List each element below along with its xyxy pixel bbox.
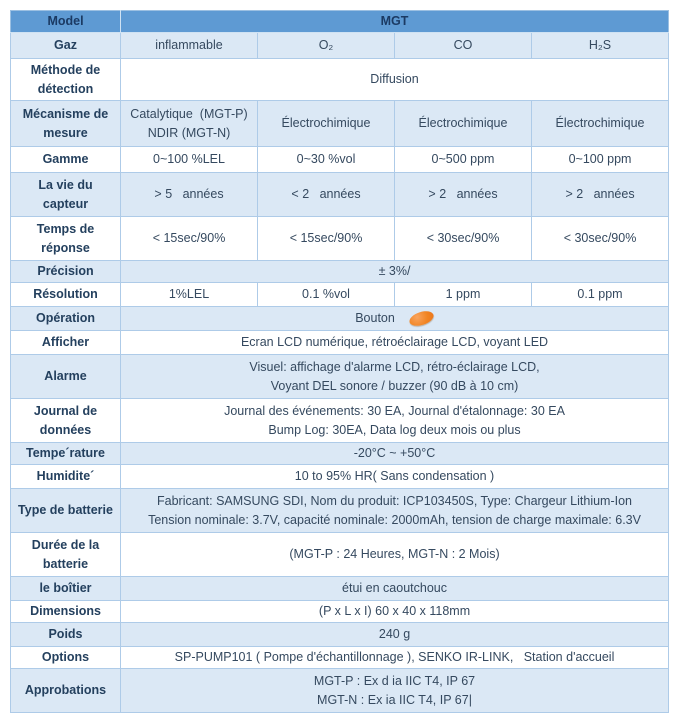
- orange-button-icon: [407, 309, 435, 329]
- cell-duree-value: (MGT-P : 24 Heures, MGT-N : 2 Mois): [121, 533, 669, 577]
- row-label: Afficher: [11, 331, 121, 355]
- row-label: Tempe´rature: [11, 443, 121, 465]
- cell-line: MGT-N : Ex ia IIC T4, IP 67|: [317, 692, 472, 707]
- row-label: Mécanisme de mesure: [11, 101, 121, 147]
- cell-vie-4: > 2 années: [532, 173, 669, 217]
- row-dimensions: [11, 601, 669, 623]
- row-label: Approbations: [11, 669, 121, 713]
- row-type-batterie: [11, 489, 669, 533]
- cell-methode-value: Diffusion: [121, 59, 669, 101]
- cell-approbations-value: [121, 669, 669, 713]
- row-label: Gamme: [11, 147, 121, 173]
- cell-temps-1: < 15sec/90%: [121, 217, 258, 261]
- cell-temps-2: < 15sec/90%: [258, 217, 395, 261]
- cell-batterie-value: [121, 489, 669, 533]
- row-label: Alarme: [11, 355, 121, 399]
- cell-line: Tension nominale: 3.7V, capacité nominale: 2000mAh, tension de charge maximale: 6.3V: [148, 512, 641, 527]
- cell-vie-1: > 5 années: [121, 173, 258, 217]
- cell-afficher-value: Ecran LCD numérique, rétroéclairage LCD, voyant LED: [121, 331, 669, 355]
- cell-precision-value: ± 3%/: [121, 261, 669, 283]
- row-resolution: [11, 283, 669, 307]
- cell-line: Catalytique (MGT-P): [130, 106, 248, 121]
- row-humidite: [11, 465, 669, 489]
- cell-vie-2: < 2 années: [258, 173, 395, 217]
- row-label: Journal de données: [11, 399, 121, 443]
- row-mecanisme-mesure: [11, 101, 669, 147]
- cell-temps-4: < 30sec/90%: [532, 217, 669, 261]
- cell-resolution-4: 0.1 ppm: [532, 283, 669, 307]
- cell-line: MGT-P : Ex d ia IIC T4, IP 67: [313, 673, 476, 688]
- row-vie-capteur: [11, 173, 669, 217]
- header-row: [11, 11, 669, 33]
- row-journal-donnees: [11, 399, 669, 443]
- cell-line: Fabricant: SAMSUNG SDI, Nom du produit: ICP103450S, Type: Chargeur Lithium-Ion: [157, 493, 633, 508]
- cell-mecanisme-2: Électrochimique: [258, 101, 395, 147]
- row-temps-reponse: [11, 217, 669, 261]
- row-label: Temps de réponse: [11, 217, 121, 261]
- cell-boitier-value: étui en caoutchouc: [121, 577, 669, 601]
- cell-gaz-2: O₂: [258, 33, 395, 59]
- row-label: Poids: [11, 623, 121, 647]
- row-gamme: [11, 147, 669, 173]
- cell-poids-value: 240 g: [121, 623, 669, 647]
- cell-gamme-2: 0~30 %vol: [258, 147, 395, 173]
- cell-line: Bump Log: 30EA, Data log deux mois ou plus: [268, 422, 521, 437]
- row-poids: [11, 623, 669, 647]
- cell-alarme-value: [121, 355, 669, 399]
- row-temperature: [11, 443, 669, 465]
- row-afficher: [11, 331, 669, 355]
- row-gaz: [11, 33, 669, 59]
- row-label: Opération: [11, 307, 121, 331]
- cell-resolution-1: 1%LEL: [121, 283, 258, 307]
- row-label: Durée de la batterie: [11, 533, 121, 577]
- row-boitier: [11, 577, 669, 601]
- row-label: Options: [11, 647, 121, 669]
- cell-temperature-value: -20°C ~ +50°C: [121, 443, 669, 465]
- row-label: Résolution: [11, 283, 121, 307]
- operation-value-text: Bouton: [355, 311, 395, 326]
- cell-line: Visuel: affichage d'alarme LCD, rétro-éclairage LCD,: [249, 359, 540, 374]
- cell-line: NDIR (MGT-N): [147, 125, 231, 140]
- row-approbations: [11, 669, 669, 713]
- row-alarme: [11, 355, 669, 399]
- cell-gamme-3: 0~500 ppm: [395, 147, 532, 173]
- row-operation: [11, 307, 669, 331]
- cell-mecanisme-1: [121, 101, 258, 147]
- cell-gaz-1: inflammable: [121, 33, 258, 59]
- header-model-label: Model: [11, 11, 121, 33]
- cell-mecanisme-4: Électrochimique: [532, 101, 669, 147]
- row-label: Gaz: [11, 33, 121, 59]
- row-label: Dimensions: [11, 601, 121, 623]
- row-options: [11, 647, 669, 669]
- cell-gamme-4: 0~100 ppm: [532, 147, 669, 173]
- row-label: La vie du capteur: [11, 173, 121, 217]
- row-label: Humidite´: [11, 465, 121, 489]
- cell-humidite-value: 10 to 95% HR( Sans condensation ): [121, 465, 669, 489]
- cell-line: Voyant DEL sonore / buzzer (90 dB à 10 cm): [270, 378, 519, 393]
- row-label: Méthode de détection: [11, 59, 121, 101]
- cell-gamme-1: 0~100 %LEL: [121, 147, 258, 173]
- row-label: Précision: [11, 261, 121, 283]
- row-label: le boîtier: [11, 577, 121, 601]
- cell-resolution-3: 1 ppm: [395, 283, 532, 307]
- cell-journal-value: [121, 399, 669, 443]
- spec-table: [10, 10, 669, 713]
- cell-operation-value: [121, 307, 669, 331]
- cell-dimensions-value: (P x L x I) 60 x 40 x 118mm: [121, 601, 669, 623]
- header-model-value: MGT: [121, 11, 669, 33]
- row-methode-detection: [11, 59, 669, 101]
- cell-gaz-3: CO: [395, 33, 532, 59]
- row-precision: [11, 261, 669, 283]
- cell-options-value: SP-PUMP101 ( Pompe d'échantillonnage ), SENKO IR-LINK, Station d'accueil: [121, 647, 669, 669]
- cell-line: Journal des événements: 30 EA, Journal d'étalonnage: 30 EA: [224, 403, 565, 418]
- cell-vie-3: > 2 années: [395, 173, 532, 217]
- row-duree-batterie: [11, 533, 669, 577]
- row-label: Type de batterie: [11, 489, 121, 533]
- cell-resolution-2: 0.1 %vol: [258, 283, 395, 307]
- cell-mecanisme-3: Électrochimique: [395, 101, 532, 147]
- cell-gaz-4: H₂S: [532, 33, 669, 59]
- cell-temps-3: < 30sec/90%: [395, 217, 532, 261]
